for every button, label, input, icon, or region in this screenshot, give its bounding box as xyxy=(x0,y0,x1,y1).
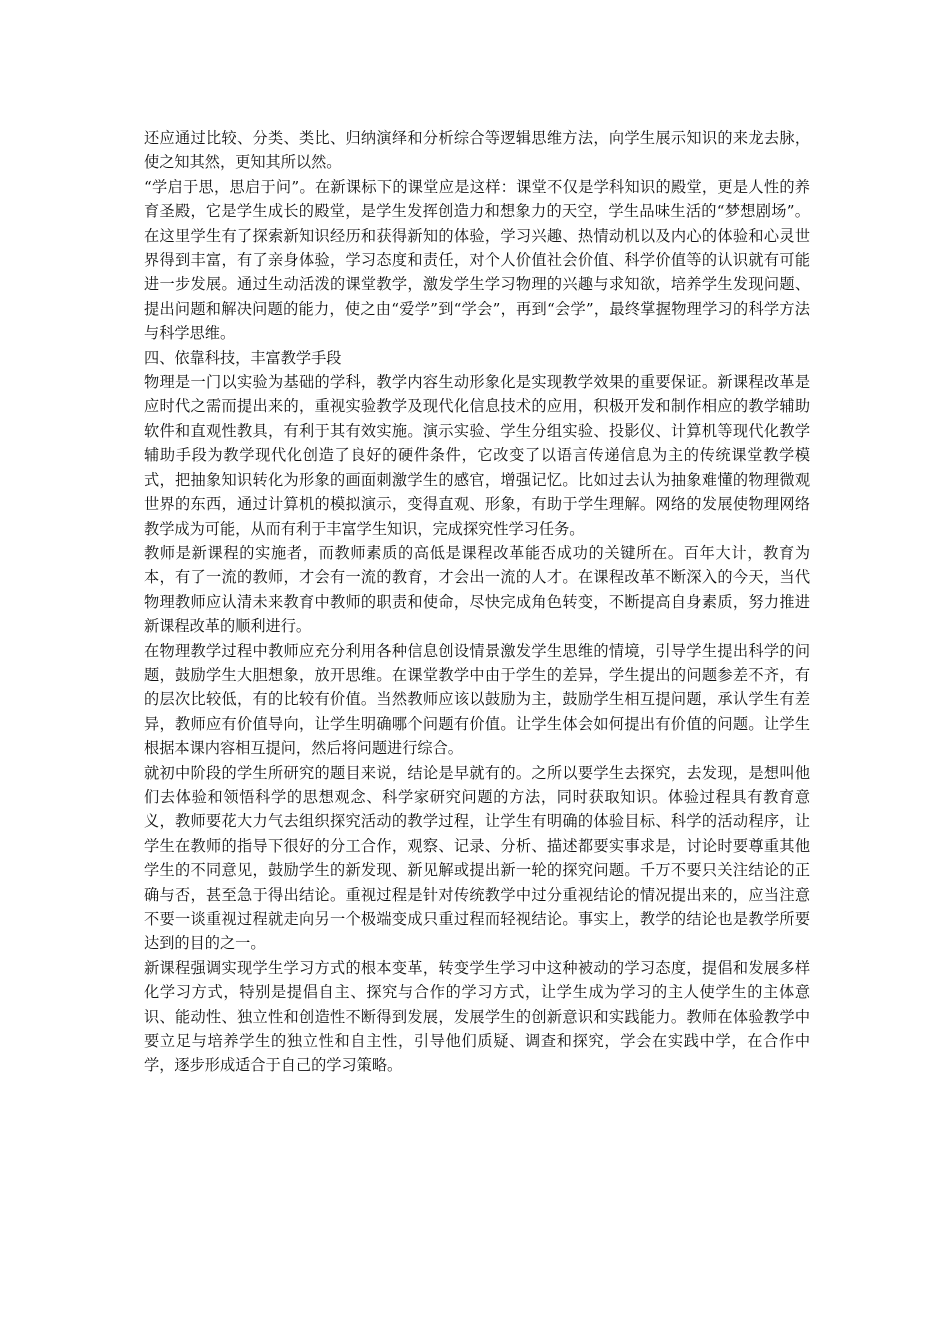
paragraph-teacher-quality: 教师是新课程的实施者，而教师素质的高低是课程改革能否成功的关键所在。百年大计，教育为本，有了一流的教师，才会有一流的教育，才会出一流的人才。在课程改革不断深入的今天，当代物理教师应认清未来教育中教师的职责和使命，尽快完成角色转变，不断提高自身素质，努力推进新课程改革的顺利进行。 xyxy=(144,543,810,636)
paragraph-logic-methods: 还应通过比较、分类、类比、归纳演绎和分析综合等逻辑思维方法，向学生展示知识的来龙去脉，使之知其然，更知其所以然。 xyxy=(144,129,810,172)
paragraph-experiment-teaching: 物理是一门以实验为基础的学科，教学内容生动形象化是实现教学效果的重要保证。新课程改革是应时代之需而提出来的，重视实验教学及现代化信息技术的应用，积极开发和制作相应的教学辅助软件和直观性教具，有利于其有效实施。演示实验、学生分组实验、投影仪、计算机等现代化教学辅助手段为教学现代化创造了良好的硬件条件，它改变了以语言传递信息为主的传统课堂教学模式，把抽象知识转化为形象的画面刺激学生的感官，增强记忆。比如过去认为抽象难懂的物理微观世界的东西，通过计算机的模拟演示，变得直观、形象，有助于学生理解。网络的发展使物理网络教学成为可能，从而有利于丰富学生知识，完成探究性学习任务。 xyxy=(144,373,810,538)
section-heading-technology: 四、依靠科技，丰富教学手段 xyxy=(144,348,342,367)
paragraph-learning-methods: 新课程强调实现学生学习方式的根本变革，转变学生学习中这种被动的学习态度，提倡和发展多样化学习方式，特别是提倡自主、探究与合作的学习方式，让学生成为学习的主人使学生的主体意识、能动性、独立性和创造性不断得到发展，发展学生的创新意识和实践能力。教师在体验教学中要立足与培养学生的独立性和自主性，引导他们质疑、调查和探究，学会在实践中学，在合作中学，逐步形成适合于自己的学习策略。 xyxy=(144,958,810,1075)
paragraph-inquiry-process: 就初中阶段的学生所研究的题目来说，结论是早就有的。之所以要学生去探究，去发现，是想叫他们去体验和领悟科学的思想观念、科学家研究问题的方法，同时获取知识。体验过程具有教育意义，教师要花大力气去组织探究活动的教学过程，让学生有明确的体验目标、科学的活动程序，让学生在教师的指导下很好的分工合作，观察、记录、分析、描述都要实事求是，讨论时要尊重其他学生的不同意见，鼓励学生的新发现、新见解或提出新一轮的探究问题。千万不要只关注结论的正确与否，甚至急于得出结论。重视过程是针对传统教学中过分重视结论的情况提出来的，应当注意不要一谈重视过程就走向另一个极端变成只重过程而轻视结论。事实上，教学的结论也是教学所要达到的目的之一。 xyxy=(144,763,810,953)
paragraph-learning-from-thinking: “学启于思，思启于问”。在新课标下的课堂应是这样：课堂不仅是学科知识的殿堂，更是人性的养育圣殿，它是学生成长的殿堂，是学生发挥创造力和想象力的天空，学生品味生活的“梦想剧场”。在这里学生有了探索新知识经历和获得新知的体验，学习兴趣、热情动机以及内心的体验和心灵世界得到丰富，有了亲身体验，学习态度和责任，对个人价值社会价值、科学价值等的认识就有可能进一步发展。通过生动活泼的课堂教学，激发学生学习物理的兴趣与求知欲，培养学生发现问题、提出问题和解决问题的能力，使之由“爱学”到“学会”，再到“会学”，最终掌握物理学习的科学方法与科学思维。 xyxy=(144,177,810,343)
document-body xyxy=(144,126,810,1078)
paragraph-questioning: 在物理教学过程中教师应充分利用各种信息创设情景激发学生思维的情境，引导学生提出科学的问题，鼓励学生大胆想象，放开思维。在课堂教学中由于学生的差异，学生提出的问题参差不齐，有的层次比较低，有的比较有价值。当然教师应该以鼓励为主，鼓励学生相互提问题，承认学生有差异，教师应有价值导向，让学生明确哪个问题有价值。让学生体会如何提出有价值的问题。让学生根据本课内容相互提问，然后将问题进行综合。 xyxy=(144,641,810,758)
